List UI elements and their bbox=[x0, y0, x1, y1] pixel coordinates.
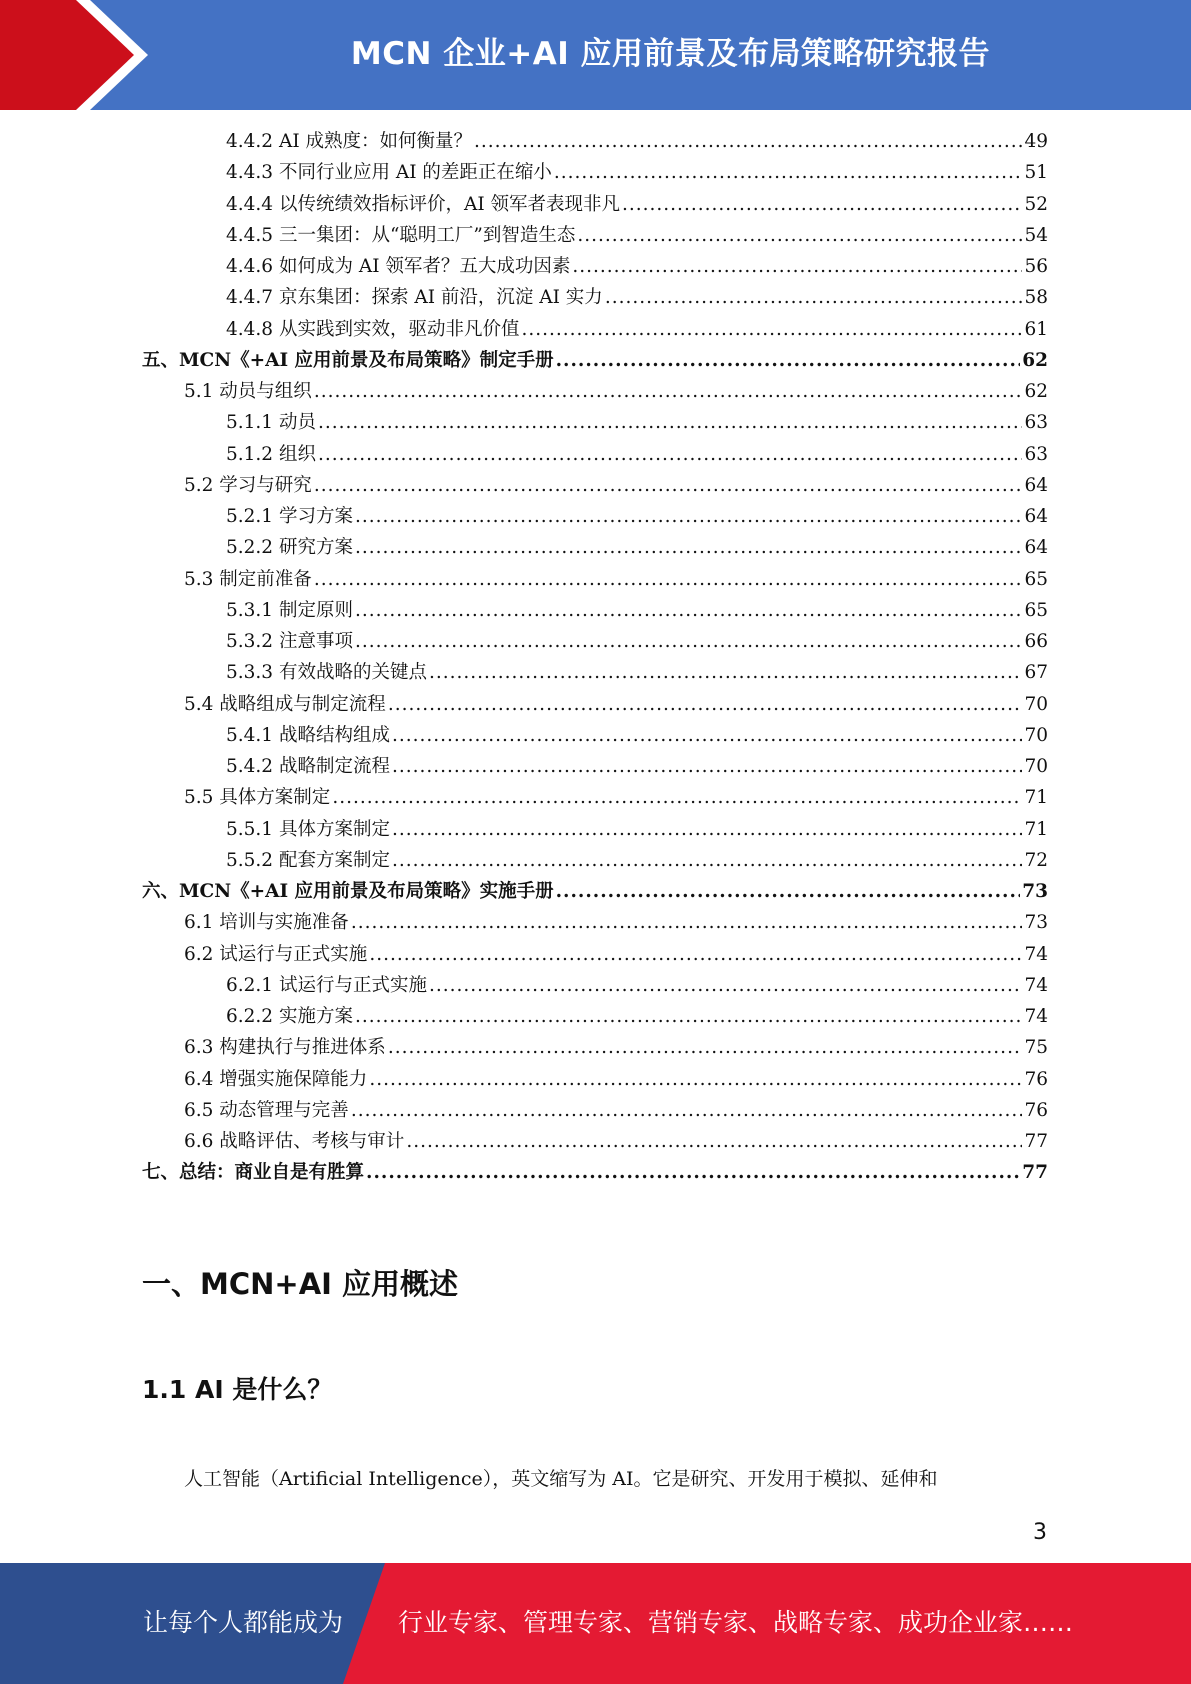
toc-entry-page: 71 bbox=[1024, 818, 1048, 840]
toc-entry[interactable] bbox=[226, 501, 1048, 532]
toc-dot-leader bbox=[392, 814, 1022, 845]
toc-entry[interactable] bbox=[226, 126, 1048, 157]
subsection-heading: 1.1 AI 是什么？ bbox=[142, 1375, 333, 1404]
toc-entry-label: 4.4.8 从实践到实效，驱动非凡价值 bbox=[226, 318, 520, 340]
toc-entry[interactable] bbox=[226, 814, 1048, 845]
toc-entry[interactable] bbox=[184, 689, 1048, 720]
toc-entry-label: 5.5.2 配套方案制定 bbox=[226, 849, 390, 871]
toc-dot-leader bbox=[351, 907, 1023, 938]
toc-entry[interactable] bbox=[226, 1001, 1048, 1032]
toc-entry-label: 4.4.4 以传统绩效指标评价，AI 领军者表现非凡 bbox=[226, 193, 621, 215]
toc-dot-leader bbox=[556, 345, 1021, 376]
toc-entry-label: 5.4.2 战略制定流程 bbox=[226, 756, 390, 777]
toc-entry-page: 63 bbox=[1024, 443, 1048, 465]
toc-entry[interactable] bbox=[226, 314, 1048, 345]
toc-dot-leader bbox=[474, 126, 1022, 157]
toc-dot-leader bbox=[369, 1064, 1022, 1095]
toc-entry[interactable] bbox=[184, 564, 1048, 595]
toc-entry[interactable] bbox=[226, 220, 1048, 251]
footer-slogan-right: 行业专家、管理专家、营销专家、战略专家、成功企业家…… bbox=[398, 1608, 1074, 1637]
toc-entry[interactable] bbox=[184, 376, 1048, 407]
toc-entry-page: 64 bbox=[1024, 506, 1048, 527]
toc-entry-label: 5.1.1 动员 bbox=[226, 412, 316, 434]
toc-dot-leader bbox=[392, 845, 1022, 876]
toc-dot-leader bbox=[369, 939, 1022, 970]
toc-dot-leader bbox=[355, 595, 1023, 626]
toc-dot-leader bbox=[355, 1001, 1023, 1032]
toc-dot-leader bbox=[366, 1157, 1020, 1188]
toc-entry-label: 4.4.2 AI 成熟度：如何衡量？ bbox=[226, 131, 473, 152]
toc-entry-page: 58 bbox=[1024, 287, 1048, 309]
toc-entry-label: 5.3 制定前准备 bbox=[184, 568, 312, 590]
toc-entry[interactable] bbox=[226, 282, 1048, 313]
toc-entry-page: 63 bbox=[1024, 412, 1048, 434]
toc-entry-page: 66 bbox=[1024, 631, 1048, 652]
toc-dot-leader bbox=[577, 220, 1022, 251]
toc-entry-page: 49 bbox=[1024, 131, 1048, 152]
page-footer bbox=[0, 1563, 1191, 1684]
toc-dot-leader bbox=[392, 751, 1022, 782]
toc-entry-label: 5.1.2 组织 bbox=[226, 443, 316, 465]
toc-entry-label: 4.4.7 京东集团：探索 AI 前沿，沉淀 AI 实力 bbox=[226, 287, 603, 309]
toc-entry-page: 73 bbox=[1022, 881, 1048, 902]
toc-dot-leader bbox=[605, 282, 1023, 313]
toc-entry-label: 5.3.2 注意事项 bbox=[226, 631, 353, 652]
page-number: 3 bbox=[1033, 1520, 1047, 1545]
toc-entry[interactable] bbox=[184, 939, 1048, 970]
toc-entry-page: 62 bbox=[1024, 381, 1048, 402]
toc-entry-page: 75 bbox=[1024, 1037, 1048, 1059]
toc-dot-leader bbox=[355, 532, 1023, 563]
toc-entry-page: 76 bbox=[1024, 1099, 1048, 1121]
toc-entry-label: 6.4 增强实施保障能力 bbox=[184, 1068, 368, 1090]
section-heading: 一、MCN+AI 应用概述 bbox=[142, 1267, 459, 1301]
toc-entry[interactable] bbox=[226, 595, 1048, 626]
toc-entry-label: 5.4 战略组成与制定流程 bbox=[184, 693, 386, 715]
toc-dot-leader bbox=[556, 876, 1021, 907]
toc-dot-leader bbox=[429, 970, 1022, 1001]
toc-dot-leader bbox=[355, 501, 1023, 532]
toc-entry[interactable] bbox=[184, 1064, 1048, 1095]
toc-dot-leader bbox=[429, 657, 1022, 688]
toc-entry-label: 5.4.1 战略结构组成 bbox=[226, 724, 390, 746]
toc-entry[interactable] bbox=[226, 439, 1048, 470]
toc-entry[interactable] bbox=[142, 876, 1048, 907]
toc-dot-leader bbox=[392, 720, 1022, 751]
toc-dot-leader bbox=[318, 407, 1023, 438]
footer-slogan-left: 让每个人都能成为 bbox=[143, 1608, 344, 1637]
toc-entry-page: 74 bbox=[1024, 1006, 1048, 1027]
toc-entry-page: 54 bbox=[1024, 224, 1048, 246]
toc-dot-leader bbox=[521, 314, 1022, 345]
toc-dot-leader bbox=[332, 782, 1022, 813]
toc-entry[interactable] bbox=[184, 1032, 1048, 1063]
toc-dot-leader bbox=[314, 470, 1023, 501]
toc-entry-label: 5.5 具体方案制定 bbox=[184, 787, 331, 809]
toc-entry-page: 71 bbox=[1024, 787, 1048, 809]
body-paragraph: 人工智能（Artificial Intelligence），英文缩写为 AI。它是研究、开发用于模拟、延伸和 bbox=[184, 1468, 938, 1490]
toc-entry[interactable] bbox=[226, 751, 1048, 782]
toc-dot-leader bbox=[622, 189, 1022, 220]
toc-entry-label: 七、总结：商业自是有胜算 bbox=[142, 1162, 365, 1184]
toc-entry-page: 73 bbox=[1024, 912, 1048, 934]
toc-entry-page: 64 bbox=[1024, 474, 1048, 496]
toc-entry-page: 56 bbox=[1024, 256, 1048, 277]
toc-entry-page: 61 bbox=[1024, 318, 1048, 340]
toc-entry-label: 6.2 试运行与正式实施 bbox=[184, 943, 368, 965]
toc-entry-label: 六、MCN《+AI 应用前景及布局策略》实施手册 bbox=[142, 881, 554, 902]
report-title: MCN 企业+AI 应用前景及布局策略研究报告 bbox=[350, 36, 991, 72]
toc-dot-leader bbox=[318, 439, 1023, 470]
toc-entry[interactable] bbox=[226, 407, 1048, 438]
toc-entry-page: 72 bbox=[1024, 849, 1048, 871]
toc-entry[interactable] bbox=[226, 845, 1048, 876]
toc-entry[interactable] bbox=[184, 1095, 1048, 1126]
page-header bbox=[0, 0, 1191, 110]
toc-entry[interactable] bbox=[226, 970, 1048, 1001]
toc-dot-leader bbox=[314, 376, 1023, 407]
toc-entry-label: 6.6 战略评估、考核与审计 bbox=[184, 1131, 405, 1152]
toc-entry[interactable] bbox=[184, 907, 1048, 938]
toc-entry-page: 65 bbox=[1024, 568, 1048, 590]
toc-entry[interactable] bbox=[226, 157, 1048, 188]
toc-entry-label: 6.2.2 实施方案 bbox=[226, 1006, 353, 1027]
toc-entry[interactable] bbox=[142, 345, 1048, 376]
toc-entry-page: 74 bbox=[1024, 974, 1048, 996]
toc-entry-page: 76 bbox=[1024, 1068, 1048, 1090]
toc-entry-page: 67 bbox=[1024, 662, 1048, 684]
toc-dot-leader bbox=[388, 689, 1023, 720]
toc-entry-label: 5.2.1 学习方案 bbox=[226, 506, 353, 527]
toc-entry-page: 70 bbox=[1024, 693, 1048, 715]
toc-dot-leader bbox=[351, 1095, 1023, 1126]
toc-entry-label: 5.3.3 有效战略的关键点 bbox=[226, 662, 427, 684]
toc-entry-page: 62 bbox=[1022, 349, 1048, 371]
toc-entry-label: 5.2 学习与研究 bbox=[184, 474, 312, 496]
toc-dot-leader bbox=[406, 1126, 1022, 1157]
toc-entry[interactable] bbox=[142, 1157, 1048, 1188]
toc-entry-label: 5.5.1 具体方案制定 bbox=[226, 818, 390, 840]
toc-entry-page: 52 bbox=[1024, 193, 1048, 215]
toc-entry-label: 4.4.6 如何成为 AI 领军者？五大成功因素 bbox=[226, 256, 571, 277]
toc-entry-label: 4.4.3 不同行业应用 AI 的差距正在缩小 bbox=[226, 162, 552, 184]
toc-entry-page: 74 bbox=[1024, 943, 1048, 965]
toc-entry-label: 5.3.1 制定原则 bbox=[226, 599, 353, 621]
toc-entry[interactable] bbox=[226, 532, 1048, 563]
toc-entry-page: 77 bbox=[1024, 1131, 1048, 1152]
toc-entry-page: 65 bbox=[1024, 599, 1048, 621]
toc-entry-label: 6.2.1 试运行与正式实施 bbox=[226, 974, 427, 996]
toc-entry-label: 6.3 构建执行与推进体系 bbox=[184, 1037, 386, 1059]
toc-dot-leader bbox=[355, 626, 1023, 657]
toc-entry[interactable] bbox=[184, 1126, 1048, 1157]
toc-entry[interactable] bbox=[226, 189, 1048, 220]
toc-entry-label: 五、MCN《+AI 应用前景及布局策略》制定手册 bbox=[142, 349, 554, 371]
toc-entry-page: 51 bbox=[1024, 162, 1048, 184]
toc-entry[interactable] bbox=[184, 782, 1048, 813]
toc-entry-label: 6.5 动态管理与完善 bbox=[184, 1099, 349, 1121]
toc-entry[interactable] bbox=[184, 470, 1048, 501]
toc-entry-label: 4.4.5 三一集团：从“聪明工厂”到智造生态 bbox=[226, 224, 576, 246]
toc-entry-page: 64 bbox=[1024, 537, 1048, 559]
toc-entry-label: 5.2.2 研究方案 bbox=[226, 537, 353, 559]
toc-dot-leader bbox=[554, 157, 1023, 188]
toc-dot-leader bbox=[388, 1032, 1023, 1063]
toc-entry[interactable] bbox=[226, 626, 1048, 657]
toc-entry[interactable] bbox=[226, 657, 1048, 688]
toc-entry-page: 77 bbox=[1022, 1162, 1048, 1184]
toc-entry-label: 5.1 动员与组织 bbox=[184, 381, 312, 402]
toc-entry-page: 70 bbox=[1024, 724, 1048, 746]
toc-dot-leader bbox=[572, 251, 1022, 282]
toc-entry-page: 70 bbox=[1024, 756, 1048, 777]
toc-entry-label: 6.1 培训与实施准备 bbox=[184, 912, 349, 934]
toc-entry[interactable] bbox=[226, 720, 1048, 751]
toc-entry[interactable] bbox=[226, 251, 1048, 282]
toc-dot-leader bbox=[314, 564, 1023, 595]
